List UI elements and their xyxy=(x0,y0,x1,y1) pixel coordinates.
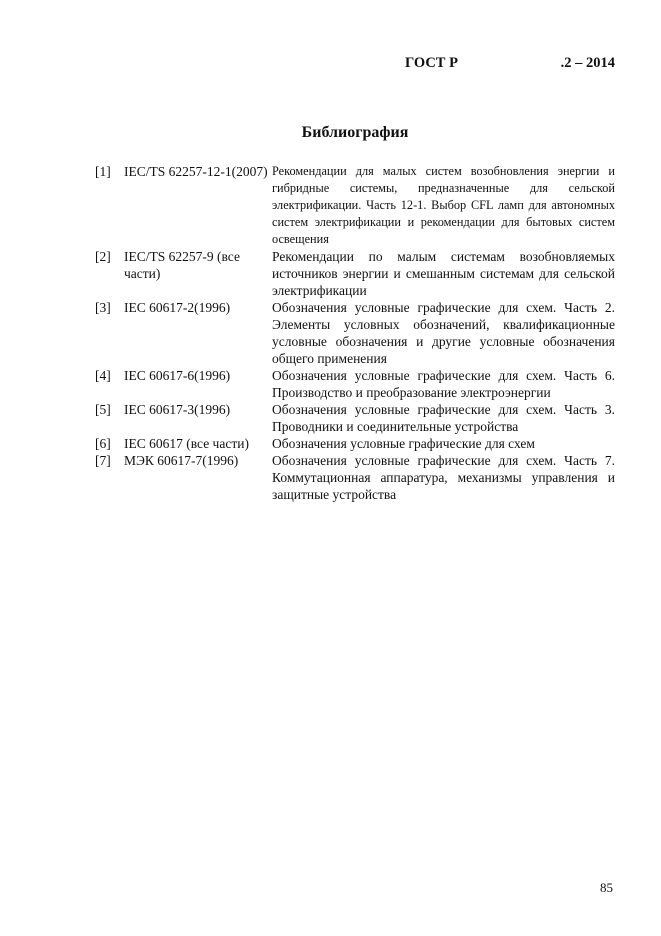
page-title: Библиография xyxy=(301,124,409,141)
entry-index: [2] xyxy=(95,249,111,264)
entry-reference: IEC/TS 62257-9 (все части) xyxy=(124,249,240,281)
standard-label: ГОСТ Р xyxy=(405,55,458,71)
entry-index: [4] xyxy=(95,368,111,383)
entry-reference: IEC 60617-6(1996) xyxy=(124,368,231,383)
entry-description: Рекомендации для малых систем возобновления энергии и гибридные системы, предназначенные для сельской электрификации. Часть 12-1. Выбор CFL ламп для автономных систем электрификации и рекомендации для бытовых систем освещения xyxy=(272,164,615,246)
entry-description: Обозначения условные графические для схем. Часть 2. Элементы условных обозначений, квалификационные условные обозначения и другие условные обозначения общего применения xyxy=(272,300,615,366)
entry-index: [1] xyxy=(95,164,111,179)
entry-description: Обозначения условные графические для схем. Часть 6. Производство и преобразование электроэнергии xyxy=(272,368,615,400)
entry-description: Рекомендации по малым системам возобновляемых источников энергии и смешанным системам для сельской электрификации xyxy=(272,249,615,298)
bibliography-entry xyxy=(95,401,615,435)
entry-reference: IEC 60617-3(1996) xyxy=(124,402,231,417)
document-header xyxy=(405,55,615,75)
page-number: 85 xyxy=(600,880,613,895)
entry-description: Обозначения условные графические для схем xyxy=(272,436,535,451)
bibliography-list xyxy=(95,163,615,503)
entry-reference: МЭК 60617-7(1996) xyxy=(124,453,239,468)
entry-index: [6] xyxy=(95,436,111,451)
bibliography-entry xyxy=(95,452,615,503)
bibliography-entry xyxy=(95,435,615,452)
entry-index: [7] xyxy=(95,453,111,468)
bibliography-entry xyxy=(95,299,615,367)
entry-index: [5] xyxy=(95,402,111,417)
entry-reference: IEC 60617-2(1996) xyxy=(124,300,231,315)
entry-description: Обозначения условные графические для схем. Часть 3. Проводники и соединительные устройства xyxy=(272,402,615,434)
bibliography-entry xyxy=(95,163,615,248)
bibliography-entry xyxy=(95,248,615,299)
entry-reference: IEC/TS 62257-12-1(2007) xyxy=(124,164,268,179)
entry-index: [3] xyxy=(95,300,111,315)
entry-description: Обозначения условные графические для схем. Часть 7. Коммутационная аппаратура, механизмы управления и защитные устройства xyxy=(272,453,615,502)
entry-reference: IEC 60617 (все части) xyxy=(124,436,249,451)
standard-number: .2 – 2014 xyxy=(560,55,615,71)
bibliography-entry xyxy=(95,367,615,401)
